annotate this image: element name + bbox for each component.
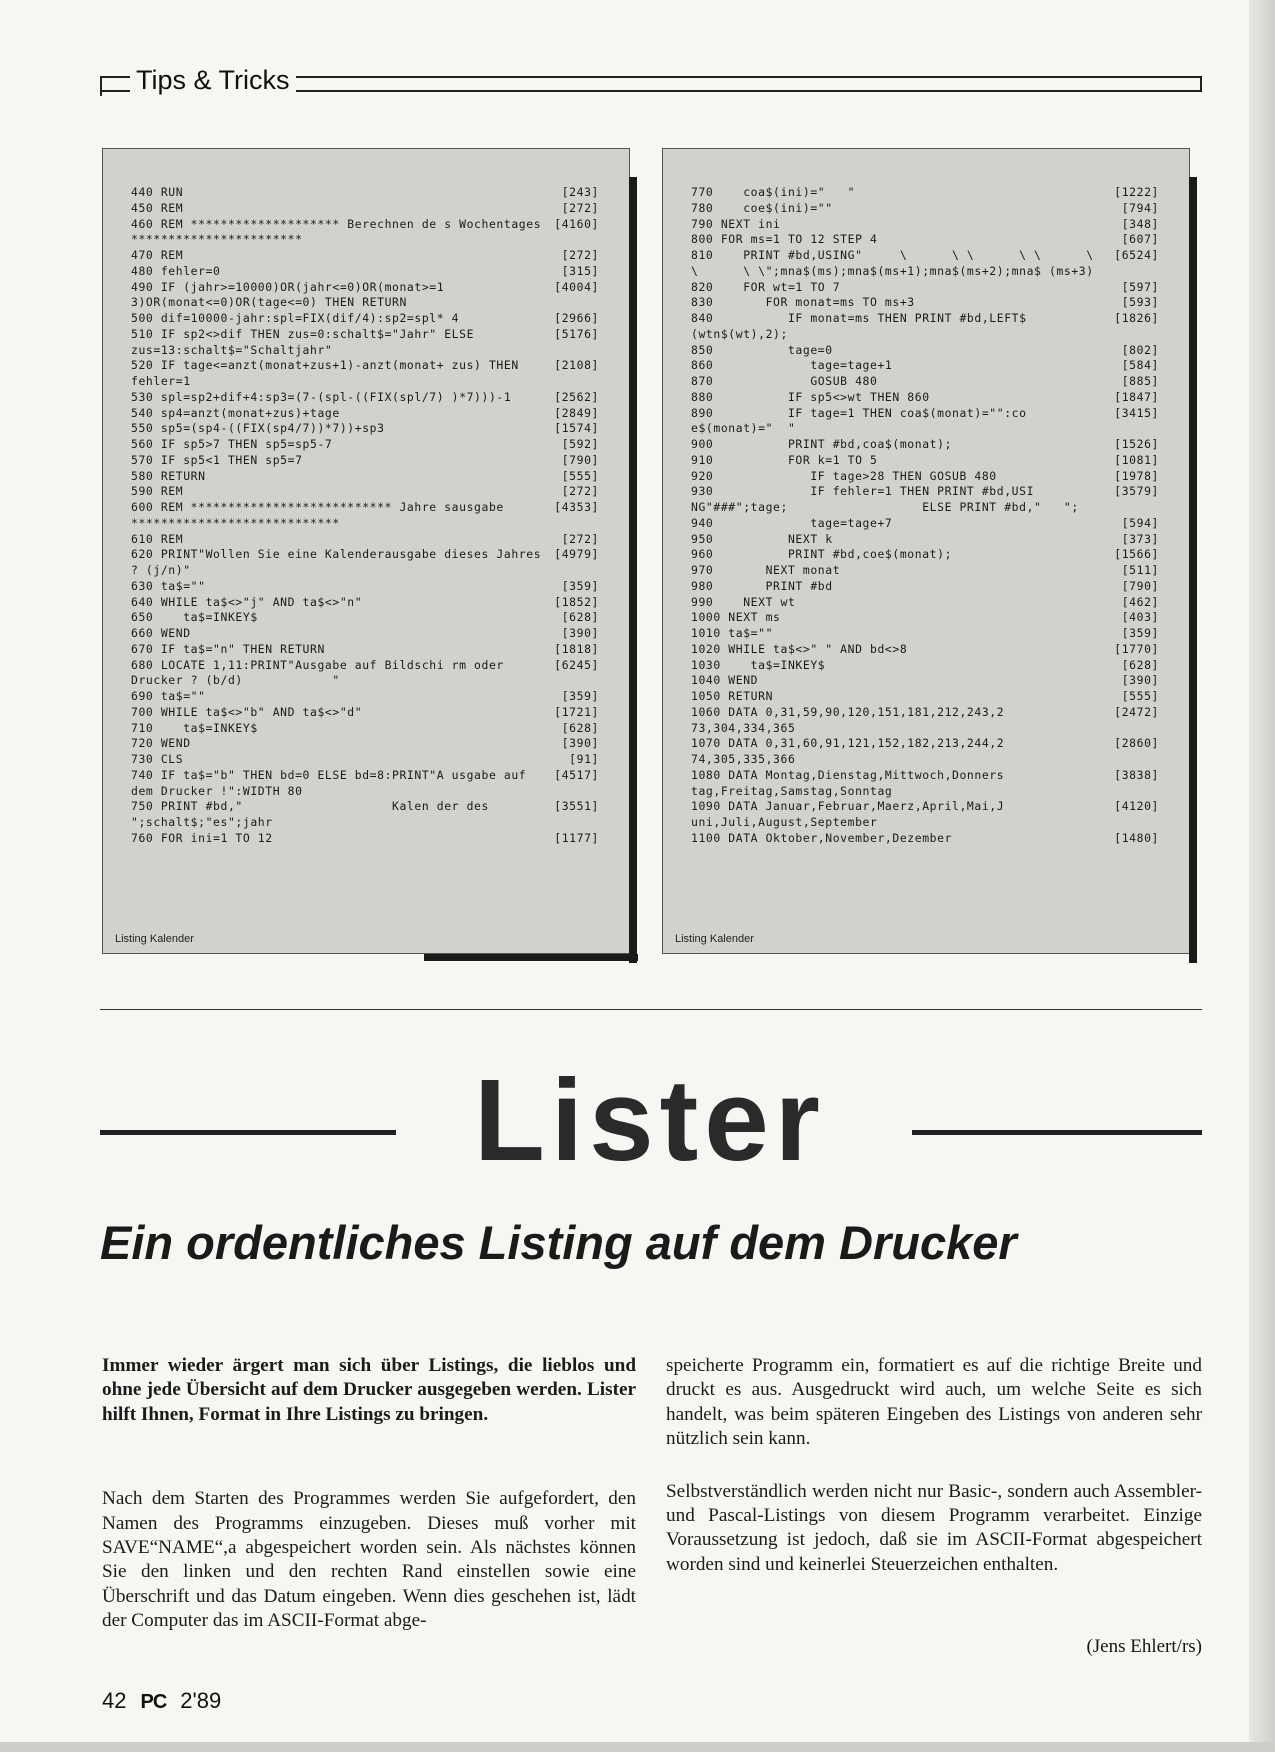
code-text: 950 NEXT k bbox=[691, 531, 833, 546]
checksum: [511] bbox=[1121, 563, 1159, 577]
code-line bbox=[691, 295, 1159, 311]
code-line bbox=[131, 705, 599, 721]
checksum: [2108] bbox=[554, 358, 599, 373]
code-line bbox=[691, 673, 1159, 689]
code-line bbox=[131, 642, 599, 658]
checksum: [1818] bbox=[554, 641, 599, 656]
code-line bbox=[691, 390, 1159, 406]
code-line bbox=[131, 752, 599, 768]
code-text: 990 NEXT wt bbox=[691, 594, 796, 609]
checksum: [1847] bbox=[1114, 389, 1159, 404]
code-line bbox=[691, 799, 1159, 831]
checksum: [390] bbox=[561, 626, 599, 640]
code-text: 670 IF ta$="n" THEN RETURN bbox=[131, 641, 325, 656]
checksum: [462] bbox=[1121, 594, 1159, 609]
issue-label: 2'89 bbox=[180, 1688, 222, 1713]
code-text: 960 PRINT #bd,coe$(monat); bbox=[691, 547, 953, 562]
code-text: 530 spl=sp2+dif+4:sp3=(7-(spl-((FIX(spl/7) )*7)))-1 bbox=[131, 389, 512, 404]
checksum: [272] bbox=[561, 200, 599, 215]
listing-panel-left bbox=[102, 148, 630, 954]
checksum: [597] bbox=[1121, 279, 1159, 294]
checksum: [790] bbox=[1121, 578, 1159, 593]
checksum: [593] bbox=[1121, 295, 1159, 310]
checksum: [4979] bbox=[554, 547, 599, 562]
listing-caption-right: Listing Kalender bbox=[675, 933, 754, 945]
checksum: [628] bbox=[1121, 657, 1159, 672]
code-text: 620 PRINT"Wollen Sie eine Kalenderausgabe dieses Jahres ? (j/n)" bbox=[131, 547, 549, 577]
article-author: (Jens Ehlert/rs) bbox=[1086, 1636, 1202, 1657]
code-line bbox=[691, 579, 1159, 595]
code-line bbox=[691, 232, 1159, 248]
page-bottom-shadow bbox=[0, 1742, 1275, 1752]
code-line bbox=[131, 469, 599, 485]
code-line bbox=[691, 736, 1159, 768]
code-line bbox=[131, 610, 599, 626]
code-line bbox=[691, 484, 1159, 516]
checksum: [5176] bbox=[554, 326, 599, 341]
code-line bbox=[691, 358, 1159, 374]
code-line bbox=[131, 595, 599, 611]
code-text: 920 IF tage>28 THEN GOSUB 480 bbox=[691, 468, 997, 483]
code-line bbox=[131, 453, 599, 469]
code-text: 810 PRINT #bd,USING" \ \ \ \ \ \ \ \ \";mna$(ms);mna$(ms+1);mna$(ms+2);mna$ (ms+3) bbox=[691, 248, 1102, 278]
code-line bbox=[691, 705, 1159, 737]
code-text: 550 sp5=(sp4-((FIX(sp4/7))*7))+sp3 bbox=[131, 421, 385, 436]
code-text: 910 FOR k=1 TO 5 bbox=[691, 452, 878, 467]
code-text: 1000 NEXT ms bbox=[691, 610, 781, 625]
code-line bbox=[131, 658, 599, 690]
code-line bbox=[131, 484, 599, 500]
code-text: 800 FOR ms=1 TO 12 STEP 4 bbox=[691, 232, 878, 247]
checksum: [607] bbox=[1121, 232, 1159, 247]
checksum: [272] bbox=[561, 484, 599, 499]
code-line bbox=[691, 689, 1159, 705]
code-text: 1060 DATA 0,31,59,90,120,151,181,212,243,2 73,304,334,365 bbox=[691, 704, 1012, 735]
code-text: 460 REM ******************** Berechnen de s Wochentages *********************** bbox=[131, 216, 549, 247]
checksum: [794] bbox=[1121, 200, 1159, 215]
checksum: [4160] bbox=[554, 216, 599, 231]
checksum: [390] bbox=[1121, 673, 1159, 688]
code-line bbox=[691, 469, 1159, 485]
article-column-left bbox=[102, 1354, 636, 1656]
code-text: 630 ta$="" bbox=[131, 578, 206, 593]
code-line bbox=[691, 374, 1159, 390]
checksum: [348] bbox=[1121, 216, 1159, 231]
code-text: 590 REM bbox=[131, 484, 184, 499]
checksum: [555] bbox=[1121, 689, 1159, 703]
code-text: 710 ta$=INKEY$ bbox=[131, 720, 258, 735]
code-line bbox=[131, 626, 599, 642]
section-title: Tips & Tricks bbox=[130, 64, 296, 96]
listing-left-code bbox=[131, 185, 599, 847]
checksum: [628] bbox=[561, 610, 599, 625]
code-text: 440 RUN bbox=[131, 185, 184, 199]
code-text: 1020 WHILE ta$<>" " AND bd<>8 bbox=[691, 641, 908, 656]
code-text: 1090 DATA Januar,Februar,Maerz,April,Mai,J uni,Juli,August,September bbox=[691, 799, 1012, 829]
checksum: [315] bbox=[561, 263, 599, 278]
code-text: 700 WHILE ta$<>"b" AND ta$<>"d" bbox=[131, 704, 363, 719]
code-line bbox=[691, 311, 1159, 343]
checksum: [1721] bbox=[554, 704, 599, 719]
code-line bbox=[131, 327, 599, 359]
checksum: [2472] bbox=[1114, 704, 1159, 719]
listing-right-code bbox=[691, 185, 1159, 847]
code-text: 740 IF ta$="b" THEN bd=0 ELSE bd=8:PRINT"A usgabe auf dem Drucker !":WIDTH 80 bbox=[131, 767, 534, 798]
code-text: 600 REM *************************** Jahre sausgabe **************************** bbox=[131, 500, 512, 530]
code-text: 820 FOR wt=1 TO 7 bbox=[691, 279, 841, 294]
code-line bbox=[691, 406, 1159, 438]
code-text: 640 WHILE ta$<>"j" AND ta$<>"n" bbox=[131, 594, 363, 609]
code-line bbox=[691, 453, 1159, 469]
checksum: [1852] bbox=[554, 594, 599, 609]
code-line bbox=[691, 595, 1159, 611]
checksum: [594] bbox=[1121, 515, 1159, 530]
code-text: 470 REM bbox=[131, 248, 184, 262]
title-rule-left bbox=[100, 1130, 396, 1135]
code-text: 930 IF fehler=1 THEN PRINT #bd,USI NG"###";tage; ELSE PRINT #bd," "; bbox=[691, 484, 1079, 514]
code-line bbox=[691, 343, 1159, 359]
checksum: [592] bbox=[561, 437, 599, 451]
code-line bbox=[691, 248, 1159, 280]
checksum: [4353] bbox=[554, 500, 599, 514]
code-text: 860 tage=tage+1 bbox=[691, 358, 893, 373]
code-line bbox=[691, 217, 1159, 233]
checksum: [3415] bbox=[1114, 405, 1159, 420]
article-title: Lister bbox=[474, 1055, 826, 1185]
code-text: 790 NEXT ini bbox=[691, 216, 781, 231]
code-text: 1100 DATA Oktober,November,Dezember bbox=[691, 830, 953, 845]
checksum: [91] bbox=[569, 752, 599, 766]
checksum: [390] bbox=[561, 736, 599, 751]
code-text: 690 ta$="" bbox=[131, 689, 206, 703]
code-text: 770 coa$(ini)=" " bbox=[691, 185, 856, 199]
code-text: 980 PRINT #bd bbox=[691, 578, 833, 593]
code-text: 490 IF (jahr>=10000)OR(jahr<=0)OR(monat>=1 3)OR(monat<=0)OR(tage<=0) THEN RETURN bbox=[131, 279, 452, 310]
code-text: 510 IF sp2<>dif THEN zus=0:schalt$="Jahr" ELSE zus=13:schalt$="Schaltjahr" bbox=[131, 326, 482, 357]
checksum: [359] bbox=[561, 578, 599, 593]
code-line bbox=[691, 516, 1159, 532]
checksum: [272] bbox=[561, 531, 599, 546]
checksum: [4517] bbox=[554, 767, 599, 782]
listing-panel-right bbox=[662, 148, 1190, 954]
checksum: [373] bbox=[1121, 531, 1159, 546]
title-rule-right bbox=[912, 1130, 1202, 1135]
checksum: [272] bbox=[561, 248, 599, 262]
code-text: 840 IF monat=ms THEN PRINT #bd,LEFT$ (wtn$(wt),2); bbox=[691, 311, 1035, 341]
code-text: 880 IF sp5<>wt THEN 860 bbox=[691, 389, 930, 404]
checksum: [1480] bbox=[1114, 830, 1159, 845]
code-text: 720 WEND bbox=[131, 736, 191, 751]
code-text: 500 dif=10000-jahr:spl=FIX(dif/4):sp2=spl* 4 bbox=[131, 311, 460, 325]
listing-left-shadow bbox=[424, 954, 638, 961]
code-line bbox=[131, 799, 599, 831]
code-line bbox=[131, 736, 599, 752]
code-text: 580 RETURN bbox=[131, 468, 206, 483]
checksum: [1978] bbox=[1114, 468, 1159, 483]
code-text: 1040 WEND bbox=[691, 673, 759, 688]
checksum: [1826] bbox=[1114, 311, 1159, 325]
checksum: [1770] bbox=[1114, 641, 1159, 656]
code-line bbox=[131, 390, 599, 406]
page-gutter-shadow bbox=[1249, 0, 1275, 1752]
code-line bbox=[691, 768, 1159, 800]
code-line bbox=[131, 185, 599, 201]
code-text: 1070 DATA 0,31,60,91,121,152,182,213,244,2 74,305,335,366 bbox=[691, 736, 1012, 766]
code-line bbox=[131, 421, 599, 437]
article-lead: Immer wieder ärgert man sich über Listings, die lieblos und ohne jede Übersicht auf dem Drucker ausgegeben werden. Lister hilft Ihnen, Format in Ihre Listings zu bringen. bbox=[102, 1355, 636, 1425]
code-text: 520 IF tage<=anzt(monat+zus+1)-anzt(monat+ zus) THEN fehler=1 bbox=[131, 358, 527, 388]
code-text: 650 ta$=INKEY$ bbox=[131, 610, 258, 625]
checksum: [1526] bbox=[1114, 437, 1159, 451]
article-column-right bbox=[666, 1354, 1202, 1599]
page-number: 42 bbox=[102, 1688, 127, 1713]
code-line bbox=[691, 547, 1159, 563]
code-line bbox=[131, 406, 599, 422]
code-text: 450 REM bbox=[131, 200, 184, 215]
code-text: 730 CLS bbox=[131, 752, 184, 766]
code-line bbox=[691, 610, 1159, 626]
checksum: [790] bbox=[561, 452, 599, 467]
code-line bbox=[131, 689, 599, 705]
checksum: [3551] bbox=[554, 799, 599, 814]
code-line bbox=[131, 500, 599, 532]
code-line bbox=[691, 185, 1159, 201]
checksum: [359] bbox=[1121, 626, 1159, 640]
code-line bbox=[131, 264, 599, 280]
code-text: 750 PRINT #bd," Kalen der des ";schalt$;"es";jahr bbox=[131, 799, 497, 829]
code-line bbox=[691, 563, 1159, 579]
code-line bbox=[691, 626, 1159, 642]
section-divider bbox=[100, 1009, 1202, 1010]
code-text: 970 NEXT monat bbox=[691, 563, 841, 577]
article-paragraph: speicherte Programm ein, formatiert es auf die richtige Breite und druckt es aus. Ausgedruckt wird auch, um welche Seite es sich handelt, was beim späteren Eingeben des Listings von anderen sehr nützlich sein kann. bbox=[666, 1355, 1202, 1450]
code-line bbox=[131, 437, 599, 453]
checksum: [2562] bbox=[554, 389, 599, 404]
magazine-logo: PC bbox=[140, 1691, 167, 1713]
code-line bbox=[691, 437, 1159, 453]
code-text: 560 IF sp5>7 THEN sp5=sp5-7 bbox=[131, 437, 333, 451]
code-line bbox=[691, 201, 1159, 217]
checksum: [3579] bbox=[1114, 484, 1159, 499]
code-line bbox=[131, 311, 599, 327]
code-line bbox=[131, 831, 599, 847]
code-text: 1010 ta$="" bbox=[691, 626, 774, 640]
checksum: [1566] bbox=[1114, 547, 1159, 562]
code-line bbox=[131, 721, 599, 737]
checksum: [1081] bbox=[1114, 452, 1159, 467]
code-line bbox=[131, 280, 599, 312]
checksum: [6524] bbox=[1114, 248, 1159, 262]
checksum: [359] bbox=[561, 689, 599, 703]
checksum: [243] bbox=[561, 185, 599, 199]
code-text: 850 tage=0 bbox=[691, 342, 833, 357]
article-paragraph: Selbstverständlich werden nicht nur Basic-, sondern auch Assembler- und Pascal-Listings von diesem Programm verarbeitet. Einzige Voraussetzung ist jedoch, daß sie im ASCII-Format abgespeichert worden sind und keinerlei Steuerzeichen enthalten. bbox=[666, 1480, 1202, 1575]
code-text: 570 IF sp5<1 THEN sp5=7 bbox=[131, 452, 303, 467]
checksum: [3838] bbox=[1114, 767, 1159, 782]
code-line bbox=[131, 248, 599, 264]
code-line bbox=[131, 358, 599, 390]
checksum: [2849] bbox=[554, 405, 599, 420]
code-text: 780 coe$(ini)="" bbox=[691, 200, 833, 215]
checksum: [584] bbox=[1121, 358, 1159, 373]
code-text: 610 REM bbox=[131, 531, 184, 546]
code-line bbox=[691, 532, 1159, 548]
checksum: [4004] bbox=[554, 279, 599, 294]
page-footer bbox=[102, 1688, 221, 1715]
checksum: [4120] bbox=[1114, 799, 1159, 814]
code-text: 940 tage=tage+7 bbox=[691, 515, 893, 530]
code-line bbox=[691, 280, 1159, 296]
code-text: 1030 ta$=INKEY$ bbox=[691, 657, 826, 672]
code-line bbox=[131, 532, 599, 548]
checksum: [885] bbox=[1121, 374, 1159, 388]
code-line bbox=[131, 217, 599, 249]
article-subtitle: Ein ordentliches Listing auf dem Drucker bbox=[100, 1216, 1017, 1269]
code-line bbox=[131, 579, 599, 595]
checksum: [802] bbox=[1121, 342, 1159, 357]
code-text: 660 WEND bbox=[131, 626, 191, 640]
code-line bbox=[691, 658, 1159, 674]
code-text: 900 PRINT #bd,coa$(monat); bbox=[691, 437, 953, 451]
code-text: 830 FOR monat=ms TO ms+3 bbox=[691, 295, 915, 310]
code-text: 890 IF tage=1 THEN coa$(monat)="":co e$(monat)=" " bbox=[691, 405, 1035, 436]
checksum: [628] bbox=[561, 720, 599, 735]
code-text: 870 GOSUB 480 bbox=[691, 374, 878, 388]
code-text: 760 FOR ini=1 TO 12 bbox=[131, 830, 273, 845]
code-line bbox=[131, 201, 599, 217]
listing-caption-left: Listing Kalender bbox=[115, 933, 194, 945]
code-line bbox=[131, 547, 599, 579]
article-paragraph: Nach dem Starten des Programmes werden Sie aufgefordert, den Namen des Programms einzugeben. Dieses muß vorher mit SAVE“NAME“,a abgespeichert worden sein. Als nächstes können Sie den linken und den rechten Rand einstellen sowie eine Überschrift und das Datum eingeben. Wenn dies geschehen ist, lädt der Computer das im ASCII-Format abge- bbox=[102, 1488, 636, 1632]
code-line bbox=[131, 768, 599, 800]
checksum: [555] bbox=[561, 468, 599, 483]
checksum: [1177] bbox=[554, 830, 599, 845]
checksum: [2966] bbox=[554, 311, 599, 325]
checksum: [6245] bbox=[554, 657, 599, 672]
code-text: 1050 RETURN bbox=[691, 689, 774, 703]
code-text: 1080 DATA Montag,Dienstag,Mittwoch,Donners tag,Freitag,Samstag,Sonntag bbox=[691, 767, 1012, 798]
checksum: [403] bbox=[1121, 610, 1159, 625]
checksum: [2860] bbox=[1114, 736, 1159, 751]
code-text: 680 LOCATE 1,11:PRINT"Ausgabe auf Bildschi rm oder Drucker ? (b/d) " bbox=[131, 657, 512, 688]
code-text: 540 sp4=anzt(monat+zus)+tage bbox=[131, 405, 340, 420]
checksum: [1574] bbox=[554, 421, 599, 436]
code-text: 480 fehler=0 bbox=[131, 263, 221, 278]
code-line bbox=[691, 642, 1159, 658]
code-line bbox=[691, 831, 1159, 847]
checksum: [1222] bbox=[1114, 185, 1159, 199]
